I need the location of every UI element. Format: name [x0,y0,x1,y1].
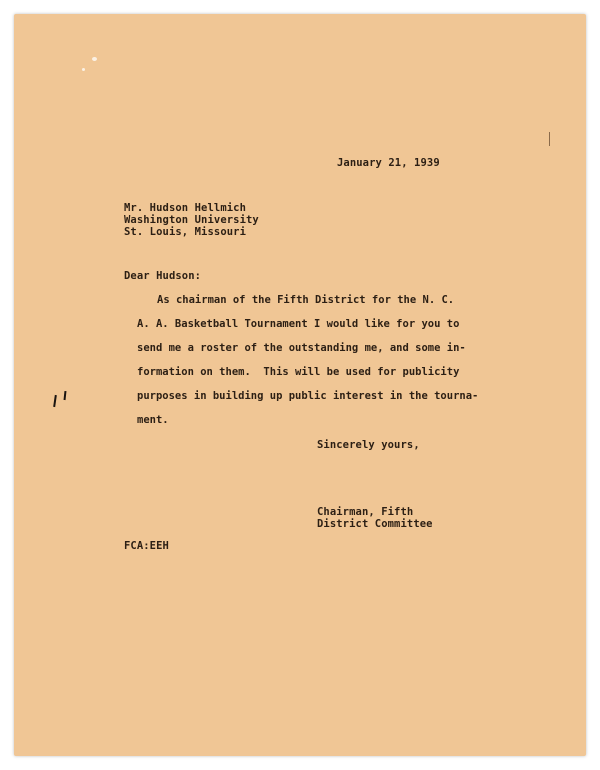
signature-title: Chairman, Fifth [317,506,414,518]
salutation: Dear Hudson: [124,270,202,282]
body-line: formation on them. This will be used for publicity [137,366,460,378]
paper-tick [549,132,550,146]
reference-initials: FCA:EEH [124,540,169,552]
body-line: ment. [137,414,169,426]
paper-speck [82,68,85,71]
paper-speck [92,57,97,61]
pen-mark [64,391,66,400]
pen-mark [53,395,57,407]
recipient-name: Mr. Hudson Hellmich [124,202,247,214]
letter-date: January 21, 1939 [337,157,440,169]
recipient-city: St. Louis, Missouri [124,226,247,238]
body-line: purposes in building up public interest in the tourna- [137,390,479,402]
body-line: A. A. Basketball Tournament I would like for you to [137,318,460,330]
body-line: As chairman of the Fifth District for the N. C. [157,294,455,306]
letter-page [14,14,586,756]
body-line: send me a roster of the outstanding me, and some in- [137,342,466,354]
recipient-institution: Washington University [124,214,259,226]
signature-committee: District Committee [317,518,433,530]
closing: Sincerely yours, [317,439,420,451]
